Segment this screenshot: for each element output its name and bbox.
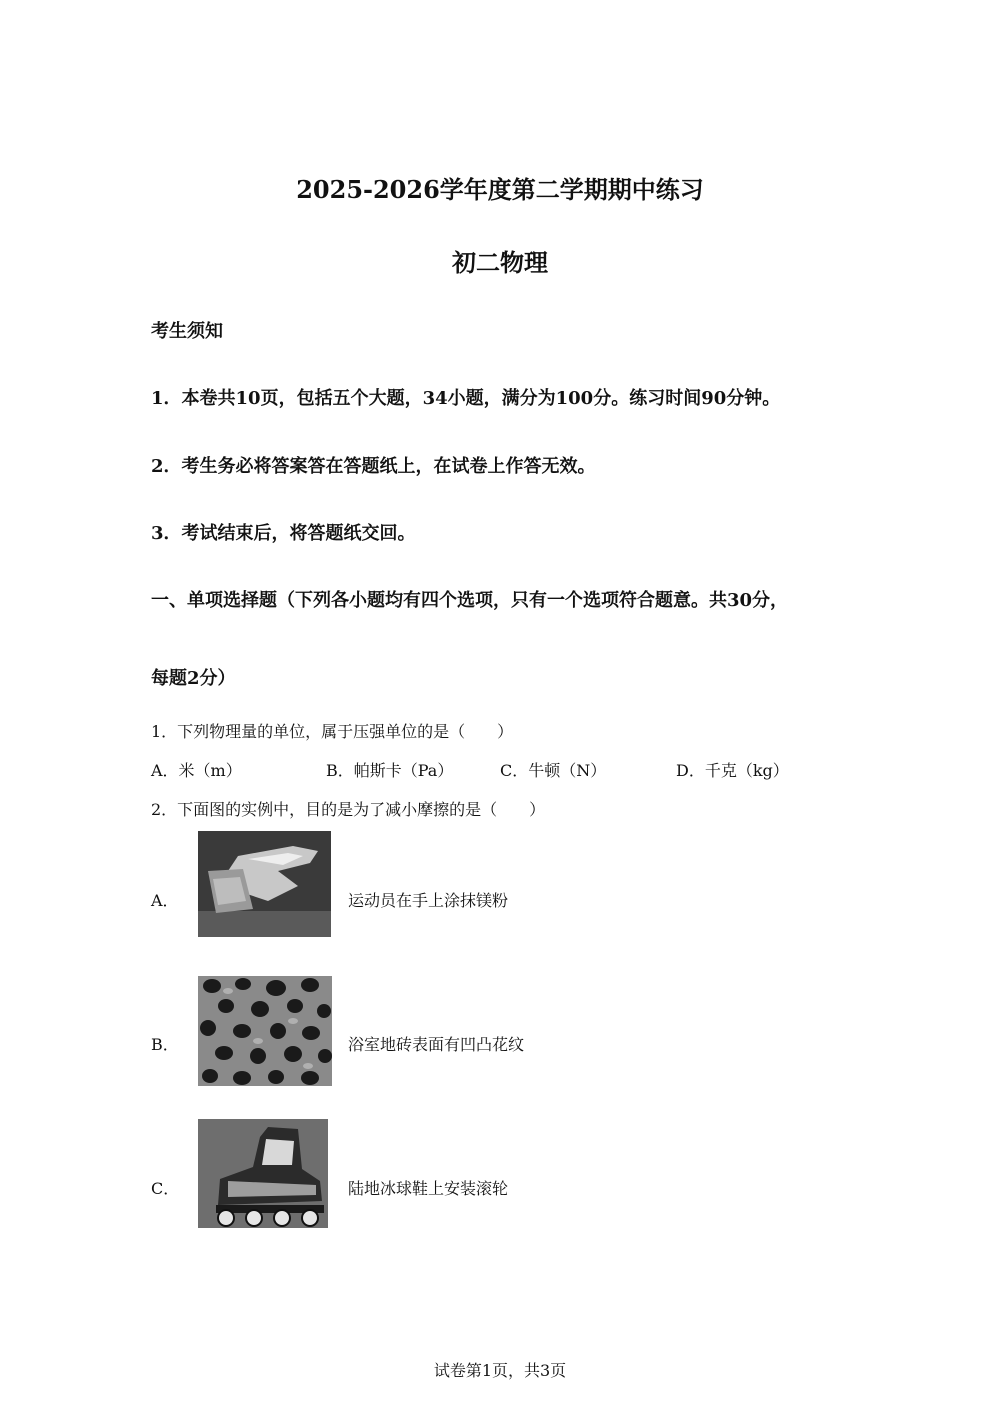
inline-skate-photo: [198, 1119, 328, 1228]
bathroom-tile-photo: [198, 976, 332, 1086]
question-2-stem: 2．下面图的实例中，目的是为了减小摩擦的是（ ）: [151, 800, 546, 819]
question-2-option-a-letter: A．: [151, 891, 179, 910]
subject-title: 初二物理: [452, 248, 548, 277]
question-2-option-c-letter: C．: [151, 1179, 180, 1198]
notice-item-1: 1．本卷共10页，包括五个大题，34小题，满分为100分。练习时间90分钟。: [151, 388, 781, 409]
question-2-option-b-letter: B．: [151, 1035, 179, 1054]
exam-title: 2025-2026学年度第二学期期中练习: [296, 175, 704, 204]
hand-chalk-photo: [198, 831, 331, 937]
question-1-option-a: A．米（m）: [151, 761, 242, 780]
section-heading-cont: 每题2分）: [151, 668, 236, 689]
question-1-option-d: D．千克（kg）: [676, 761, 789, 780]
question-1-option-b: B．帕斯卡（Pa）: [326, 761, 454, 780]
question-2-option-a-text: 运动员在手上涂抹镁粉: [348, 891, 509, 910]
question-2-option-b-text: 浴室地砖表面有凹凸花纹: [348, 1035, 525, 1054]
notice-item-2: 2．考生务必将答案答在答题纸上，在试卷上作答无效。: [151, 456, 596, 477]
question-1-option-c: C．牛顿（N）: [500, 761, 607, 780]
page-footer: 试卷第1页，共3页: [433, 1361, 567, 1380]
question-2-option-c-text: 陆地冰球鞋上安装滚轮: [348, 1179, 509, 1198]
section-heading: 一、单项选择题（下列各小题均有四个选项，只有一个选项符合题意。共30分，: [151, 590, 789, 611]
notice-item-3: 3．考试结束后，将答题纸交回。: [151, 523, 416, 544]
question-1-stem: 1．下列物理量的单位，属于压强单位的是（ ）: [151, 722, 514, 741]
notice-heading: 考生须知: [151, 321, 223, 342]
